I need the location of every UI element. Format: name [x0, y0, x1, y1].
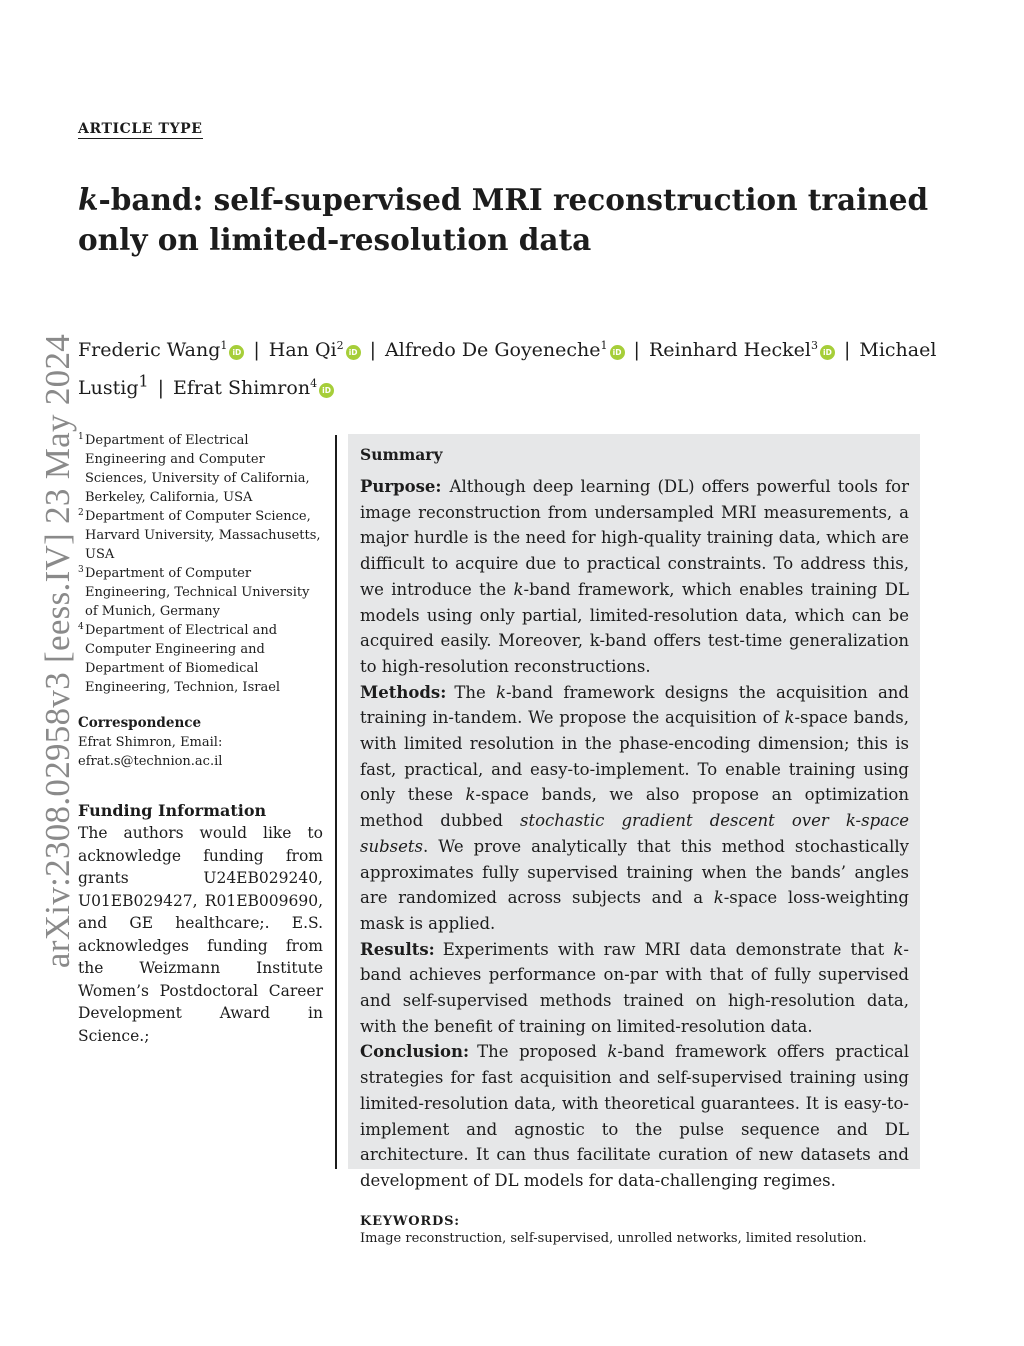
article-type-label: ARTICLE TYPE: [78, 121, 203, 137]
purpose-label: Purpose:: [360, 477, 442, 496]
affiliation-number: 3: [78, 565, 84, 575]
left-sidebar: [78, 431, 323, 1047]
author-affil-number: 3: [810, 339, 818, 352]
conclusion-text: -band framework offers practical strategies for fast acquisition and self-supervised training using limited-resolution data, with theoretical guarantees. It is easy-to-implement and agnostic to the pulse sequence and DL architecture. It can thus facilitate curation of new datasets and development of DL models for data-challenging regimes.: [360, 1042, 909, 1190]
summary-body: [360, 474, 909, 1194]
k-symbol: k: [713, 888, 724, 908]
correspondence-email[interactable]: efrat.s@technion.ac.il: [78, 754, 223, 769]
k-symbol: k: [513, 579, 524, 599]
author-affil-number: 1: [600, 339, 608, 352]
author-separator: |: [157, 377, 164, 400]
methods-text: -space bands, with limited resolution in the phase-encoding dimension; this is fast, practical, and easy-to-implement. To enable training using only these: [360, 708, 909, 805]
author-separator: |: [843, 339, 851, 361]
keywords-text: Image reconstruction, self-supervised, unrolled networks, limited resolution.: [360, 1230, 867, 1246]
affiliation-text: Department of Electrical and Computer Engineering and Department of Biomedical Engineering, Technion, Israel: [85, 623, 281, 695]
k-symbol: k: [893, 939, 904, 959]
conclusion-text: The proposed: [477, 1042, 608, 1062]
author-name: Alfredo De Goyeneche: [385, 339, 601, 361]
k-symbol: k: [607, 1042, 618, 1062]
affiliation-text: Department of Electrical Engineering and Computer Sciences, University of California, Berkeley, California, USA: [85, 433, 310, 505]
summary-heading: Summary: [360, 445, 443, 464]
arxiv-identifier-stamp[interactable]: arXiv:2308.02958v3 [eess.IV] 23 May 2024: [38, 333, 77, 969]
author: [269, 339, 361, 361]
column-divider: [335, 435, 337, 1169]
affiliation-number: 2: [78, 508, 84, 518]
correspondence-name: Efrat Shimron, Email:: [78, 735, 223, 750]
methods-text: -space loss-weighting mask is applied.: [360, 888, 909, 933]
author-affil-number: 1: [220, 339, 228, 352]
funding-text: The authors would like to acknowledge funding from grants U24EB029240, U01EB029427, R01EB009690, and GE healthcare;. E.S. acknowledges funding from the Weizmann Institute Women’s Postdoctoral Career Development Award in Science.;: [78, 824, 323, 1045]
orcid-icon[interactable]: iD: [820, 345, 835, 360]
affiliation: [78, 507, 323, 564]
methods-text: . We prove analytically that this method stochastically approximates fully supervised training when the bands’ angles are randomized across subjects and a: [360, 836, 909, 908]
author-name: Michael Lustig: [78, 339, 937, 400]
affiliation-number: 1: [78, 432, 84, 442]
summary-conclusion: [360, 1039, 909, 1193]
author: [173, 377, 334, 399]
keywords-heading: KEYWORDS:: [360, 1213, 460, 1229]
summary-box: [348, 434, 920, 1246]
affiliation-text: Department of Computer Engineering, Technical University of Munich, Germany: [85, 566, 310, 619]
affiliation: [78, 621, 323, 697]
purpose-text: Although deep learning (DL) offers powerful tools for image reconstruction from undersampled MRI measurements, a major hurdle is the need for high-quality training data, which are difficult to acquire due to practical constraints. To address this, we introduce the: [360, 477, 909, 599]
correspondence-heading: Correspondence: [78, 715, 202, 731]
title-rest: -band: self-supervised MRI reconstruction trained only on limited-resolution data: [78, 182, 929, 257]
author-list: [78, 330, 958, 404]
methods-label: Methods:: [360, 682, 447, 702]
results-text: Experiments with raw MRI data demonstrate that: [442, 939, 894, 959]
author-name: Reinhard Heckel: [648, 339, 811, 361]
author-separator: |: [633, 339, 640, 361]
affiliation-text: Department of Computer Science, Harvard University, Massachusetts, USA: [85, 509, 321, 562]
k-symbol: k: [465, 785, 476, 805]
orcid-icon[interactable]: iD: [319, 383, 334, 398]
author-name: Frederic Wang: [78, 339, 221, 361]
orcid-icon[interactable]: iD: [229, 345, 244, 360]
title-k: k: [78, 182, 99, 217]
conclusion-label: Conclusion:: [360, 1042, 470, 1062]
methods-text: -band framework designs the acquisition and training in-tandem. We propose the acquisition of: [360, 682, 909, 728]
affiliation: [78, 564, 323, 621]
author-separator: |: [253, 339, 260, 361]
orcid-icon[interactable]: iD: [610, 345, 625, 360]
summary-purpose: [360, 474, 909, 680]
author-affil-number: 4: [310, 377, 318, 391]
orcid-icon[interactable]: iD: [346, 345, 361, 360]
affiliation: [78, 431, 323, 507]
author-separator: |: [369, 339, 377, 361]
summary-results: [360, 937, 909, 1040]
methods-text: The: [454, 682, 496, 702]
summary-methods: [360, 680, 909, 937]
author: [78, 339, 244, 361]
author-affil-number: 2: [336, 339, 344, 352]
results-text: -band achieves performance on-par with that of fully supervised and self-supervised methods trained on high-resolution data, with the benefit of training on limited-resolution data.: [360, 939, 909, 1036]
affiliation-number: 4: [78, 622, 84, 632]
k-symbol: k: [784, 708, 795, 728]
results-label: Results:: [360, 939, 435, 959]
funding-heading: Funding Information: [78, 801, 267, 820]
paper-title: [78, 180, 968, 260]
methods-text: -space bands, we also propose an optimization method dubbed: [360, 785, 909, 831]
purpose-text: -band framework, which enables training DL models using only partial, limited-resolution data, which can be acquired easily. Moreover, k-band offers test-time generalization to high-resolution reconstructions.: [360, 579, 909, 676]
author: [385, 339, 625, 361]
author-name: Efrat Shimron: [172, 377, 311, 400]
methods-emphasis: stochastic gradient descent over k-space subsets: [360, 811, 909, 856]
k-symbol: k: [495, 682, 506, 702]
author: [649, 339, 835, 361]
author-affil-number: 1: [138, 372, 149, 391]
author-name: Han Qi: [268, 339, 337, 361]
